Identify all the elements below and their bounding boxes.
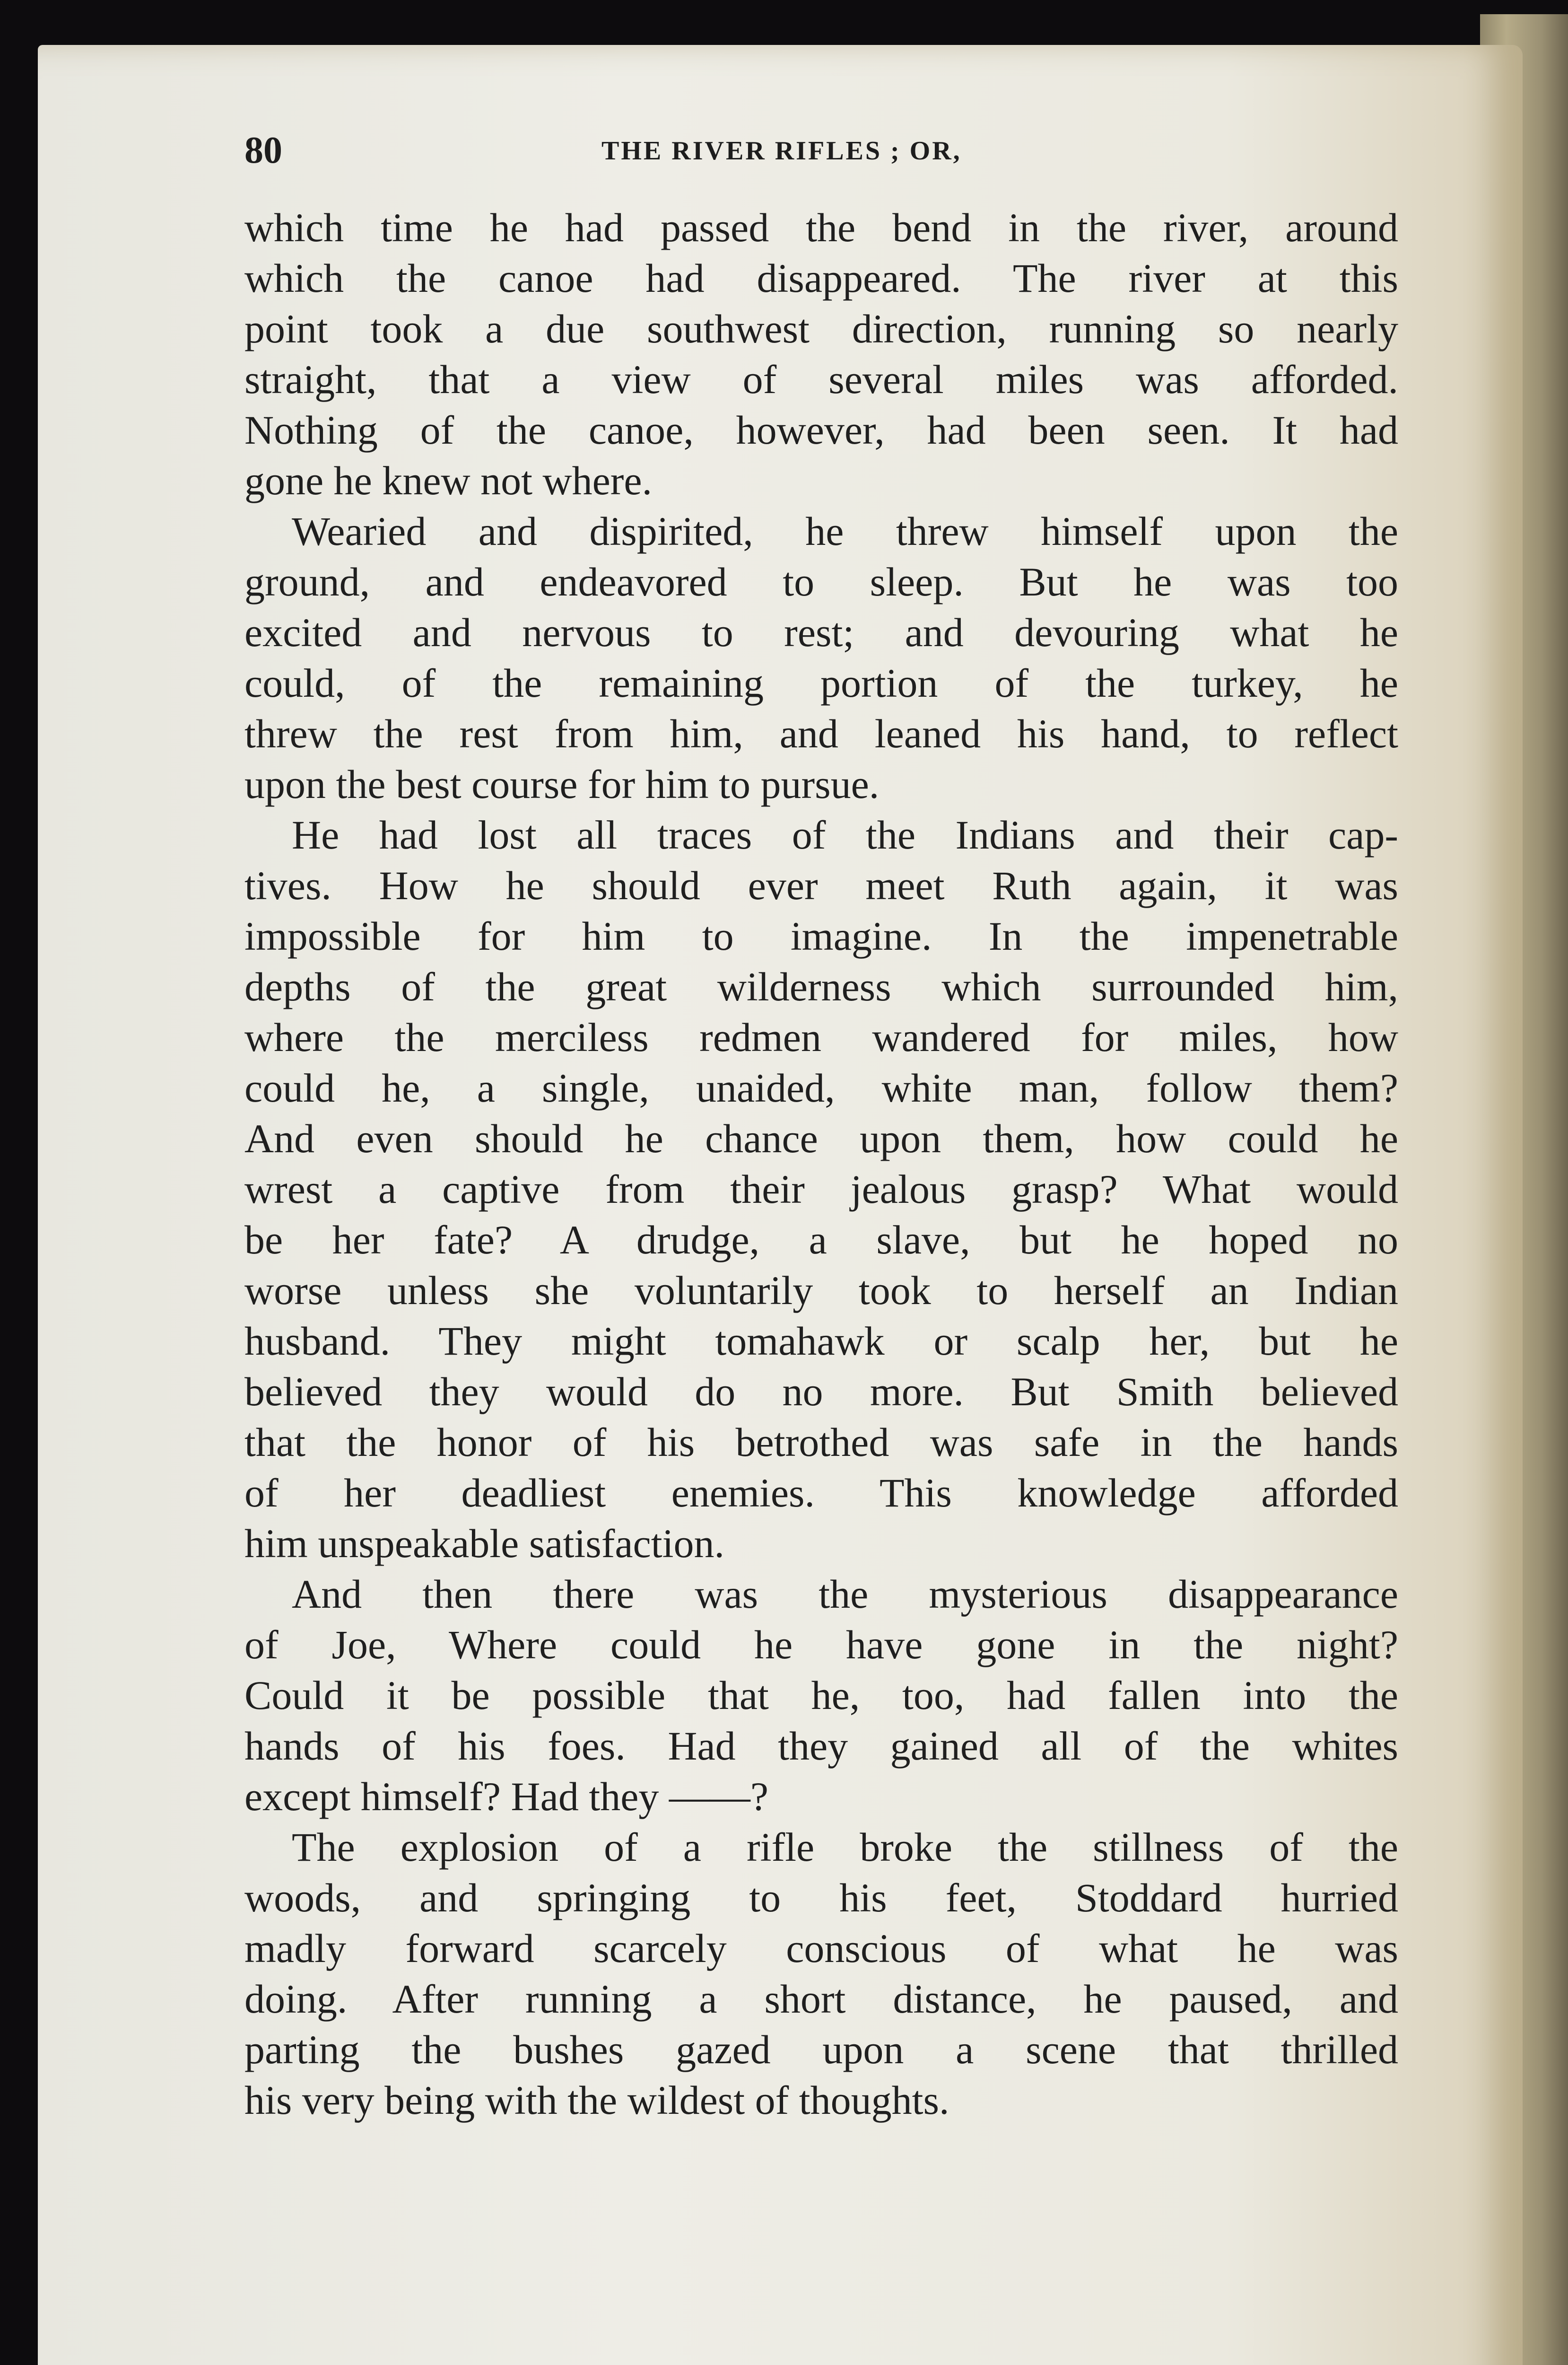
- text-line: And even should he chance upon them, how could he: [244, 1116, 1398, 1161]
- text-line: hands of his foes. Had they gained all of the whites: [244, 1723, 1398, 1769]
- text-line: madly forward scarcely conscious of what he was: [244, 1926, 1398, 1971]
- text-line: parting the bushes gazed upon a scene that thrilled: [244, 2027, 1398, 2072]
- text-line: point took a due southwest direction, running so nearly: [244, 306, 1398, 351]
- text-line: wrest a captive from their jealous grasp? What would: [244, 1166, 1398, 1212]
- text-line: depths of the great wilderness which surrounded him,: [244, 964, 1398, 1009]
- body-text: [244, 202, 1398, 2126]
- text-line: gone he knew not where.: [244, 458, 653, 503]
- text-line: which the canoe had disappeared. The river at this: [244, 255, 1398, 301]
- page-number: 80: [244, 130, 282, 171]
- text-line: straight, that a view of several miles was afforded.: [244, 357, 1398, 402]
- text-line: that the honor of his betrothed was safe in the hands: [244, 1419, 1398, 1465]
- text-line: ground, and endeavored to sleep. But he was too: [244, 559, 1398, 604]
- text-line: Could it be possible that he, too, had fallen into the: [244, 1673, 1398, 1718]
- running-head: [244, 129, 1398, 172]
- text-line: be her fate? A drudge, a slave, but he hoped no: [244, 1217, 1398, 1262]
- text-line: upon the best course for him to pursue.: [244, 762, 880, 807]
- text-line: Nothing of the canoe, however, had been seen. It had: [244, 407, 1398, 453]
- text-line: him unspeakable satisfaction.: [244, 1521, 724, 1566]
- text-line: The explosion of a rifle broke the stillness of the: [292, 1824, 1398, 1870]
- text-line: woods, and springing to his feet, Stoddard hurried: [244, 1875, 1398, 1920]
- text-line: threw the rest from him, and leaned his hand, to reflect: [244, 711, 1398, 756]
- text-line: Wearied and dispirited, he threw himself upon the: [292, 508, 1398, 554]
- text-line: believed they would do no more. But Smith believed: [244, 1369, 1398, 1414]
- text-line: And then there was the mysterious disappearance: [292, 1571, 1398, 1617]
- text-line: tives. How he should ever meet Ruth again, it was: [244, 863, 1398, 908]
- text-line: his very being with the wildest of thoughts.: [244, 2077, 950, 2123]
- text-line: where the merciless redmen wandered for miles, how: [244, 1015, 1398, 1060]
- text-line: husband. They might tomahawk or scalp her, but he: [244, 1318, 1398, 1364]
- text-line: impossible for him to imagine. In the impenetrable: [244, 913, 1398, 959]
- text-line: which time he had passed the bend in the river, around: [244, 205, 1398, 250]
- text-line: worse unless she voluntarily took to herself an Indian: [244, 1268, 1398, 1313]
- text-line: of her deadliest enemies. This knowledge afforded: [244, 1470, 1398, 1515]
- text-line: of Joe, Where could he have gone in the night?: [244, 1622, 1398, 1667]
- text-line: doing. After running a short distance, he paused, and: [244, 1976, 1398, 2022]
- text-line: excited and nervous to rest; and devouring what he: [244, 610, 1398, 655]
- running-head-title: THE RIVER RIFLES ; OR,: [601, 136, 962, 166]
- text-line: except himself? Had they ——?: [244, 1774, 769, 1819]
- text-line: could, of the remaining portion of the turkey, he: [244, 660, 1398, 706]
- text-line: could he, a single, unaided, white man, follow them?: [244, 1065, 1398, 1111]
- text-line: He had lost all traces of the Indians and their cap-: [292, 812, 1398, 858]
